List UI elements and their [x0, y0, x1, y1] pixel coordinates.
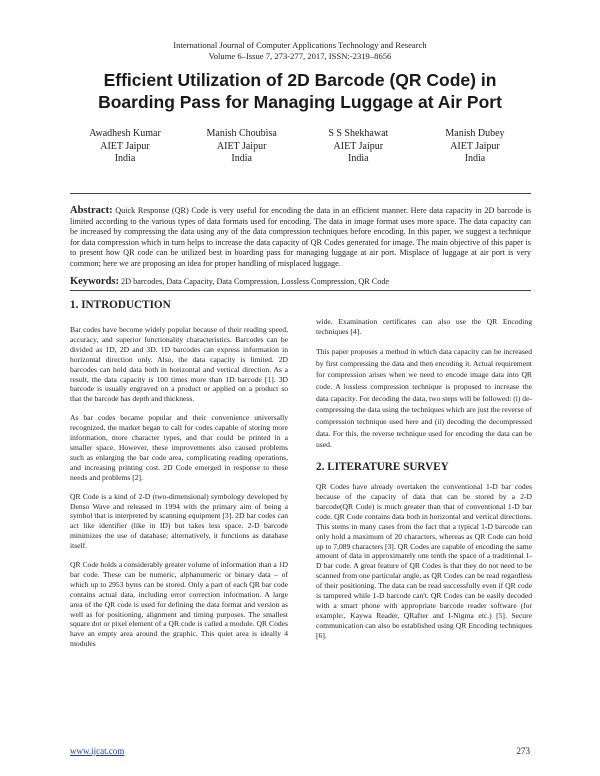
abstract — [70, 206, 531, 270]
author-country: India — [231, 153, 252, 164]
keywords — [70, 276, 531, 287]
divider-top — [70, 193, 531, 194]
author-affiliation: AIET Jaipur — [333, 140, 384, 152]
footer-url-link[interactable]: www.ijcat.com — [70, 746, 125, 756]
author-block — [187, 128, 297, 166]
journal-name: International Journal of Computer Applications Technology and Research — [173, 40, 427, 50]
author-name: S S Shekhawat — [328, 128, 389, 139]
author-block — [303, 128, 413, 166]
title-line-2: Boarding Pass for Managing Luggage at Air Port — [98, 91, 502, 112]
author-country: India — [114, 153, 136, 164]
author-list — [70, 128, 530, 166]
paragraph: QR Codes have already overtaken the conventional 1-D bar codes because of the capacity of data that can be stored by a 2-D barcode(QR Code) is much greater than that of conventional 1-D bar code. QR Code contains data both in horizontal and vertical directions. This stems in many cases from the fact that a typical 1-D barcode can only hold a maximum of 20 characters, whereas as QR Code can hold up to 7,089 characters [3]. QR Codes are capable of encoding the same amount of data in approximately one tenth the space of a traditional 1-D bar code. A great feature of QR Codes is that they do not need to be scanned from one particular angle, as QR Codes can be read regardless of their positioning. The data can be read successfully even if QR code is tampered while 1-D barcode can't. QR Codes can be easily decoded with a smart phone with appropriate barcode reader software (for example:, Kaywa Reader, QRafter and I-Nigma etc.) [5]. Secure communication can also be established using QR Encoding techniques [6]. — [316, 482, 532, 640]
author-country: India — [348, 153, 369, 164]
page-footer — [70, 746, 530, 756]
keywords-label: Keywords: — [70, 276, 119, 287]
author-name: Manish Choubisa — [206, 128, 277, 139]
author-name: Manish Dubey — [445, 128, 505, 139]
paragraph: wide. Examination certificates can also use the QR Encoding techniques [4]. — [316, 317, 532, 336]
paragraph: QR Code is a kind of 2-D (two-dimensional) symbology developed by Denso Wave and released in 1994 with the primary aim of being a symbol that is interpreted by scanning equipment [3]. 2D bar codes can act like identifier (like in ID) but takes less space. 2-D barcode minimizes the use of database; alternatively, it functions as database itself. — [70, 491, 288, 551]
paper-title — [60, 70, 540, 113]
author-affiliation: AIET Jaipur — [100, 140, 150, 152]
keywords-text: 2D barcodes, Data Capacity, Data Compression, Lossless Compression, QR Code — [121, 277, 390, 286]
author-country: India — [464, 153, 486, 164]
journal-volume: Volume 6–Issue 7, 273-277, 2017, ISSN:-2319–8656 — [208, 51, 392, 61]
paragraph: Bar codes have become widely popular because of their reading speed, accuracy, and superior functionality characteristics. Barcodes can be divided as 1D, 2D and 3D. 1D barcodes can express information in horizontal direction only. Also, the data capacity is limited. 2D barcodes can hold data both in horizontal and vertical direction. As a result, the data capacity is 100 times more than 1D barcode [1]. 3D barcode is usually engraved on a product or applied on a product so that the barcode has depth and thickness. — [70, 325, 288, 404]
section-heading-introduction: 1. INTRODUCTION — [70, 299, 171, 311]
column-right — [316, 317, 532, 641]
author-block — [420, 128, 530, 166]
author-name: Awadhesh Kumar — [89, 128, 161, 139]
title-line-1: Efficient Utilization of 2D Barcode (QR Code) in — [103, 70, 497, 90]
section-heading-literature-survey: 2. LITERATURE SURVEY — [316, 461, 449, 474]
author-block — [70, 128, 180, 166]
page-number: 273 — [516, 746, 530, 756]
divider-bottom — [70, 290, 531, 291]
author-affiliation: AIET Jaipur — [216, 140, 267, 152]
paragraph: QR Code holds a considerably greater volume of information than a 1D bar code. These can be numeric, alphanumeric or binary data – of which up to 2953 bytes can be stored. Only a part of each QR bar code contains actual data, including error correction information. A large area of the QR code is used for defining the data format and version as well as for positioning, alignment and timing purposes. The smallest square dot or pixel element of a QR code is called a module. QR Codes have an empty area around the graphic. This quiet area is ideally 4 modules — [70, 560, 288, 649]
paragraph: As bar codes became popular and their convenience universally recognized, the market began to call for codes capable of storing more information, more character types, and that could be printed in a smaller space. However, these improvements also caused problems such as enlarging the bar code area, complicating reading operations, and increasing printing cost. 2D Code emerged in response to these needs and problems [2]. — [70, 413, 288, 482]
paragraph: This paper proposes a method in which data capacity can be increased by first compressing the data and then encoding it. Actual requirement for compression arises when we need to encode image data into QR code. A lossless compression technique is proposed to increase the data capacity. For decoding the data, two steps will be followed: (i) de-compressing the data using the techniques which are just the reverse of compression technique used here and (ii) decoding the decompressed data. For this, the reverse technique used for encoding the data can be used. — [316, 346, 532, 450]
author-affiliation: AIET Jaipur — [450, 140, 500, 152]
column-left — [70, 299, 288, 649]
abstract-text: Quick Response (QR) Code is very useful for encoding the data in an efficient manner. Here data capacity in 2D barcode is limited according to the various types of data formats used for encoding. The data in image format uses more space. The data capacity can be increased by compressing the data using any of the data compression techniques before encoding. In this paper, we suggest a technique for data compression which in turn helps to increase the data capacity of QR Codes generated for image. The main objective of this paper is to present how QR code can be utilized best in boarding pass for managing luggage at air port. Misplace of luggage at air port is very common; here we are proposing an idea for proper handling of misplaced luggage. — [70, 206, 532, 268]
abstract-label: Abstract: — [70, 205, 113, 216]
